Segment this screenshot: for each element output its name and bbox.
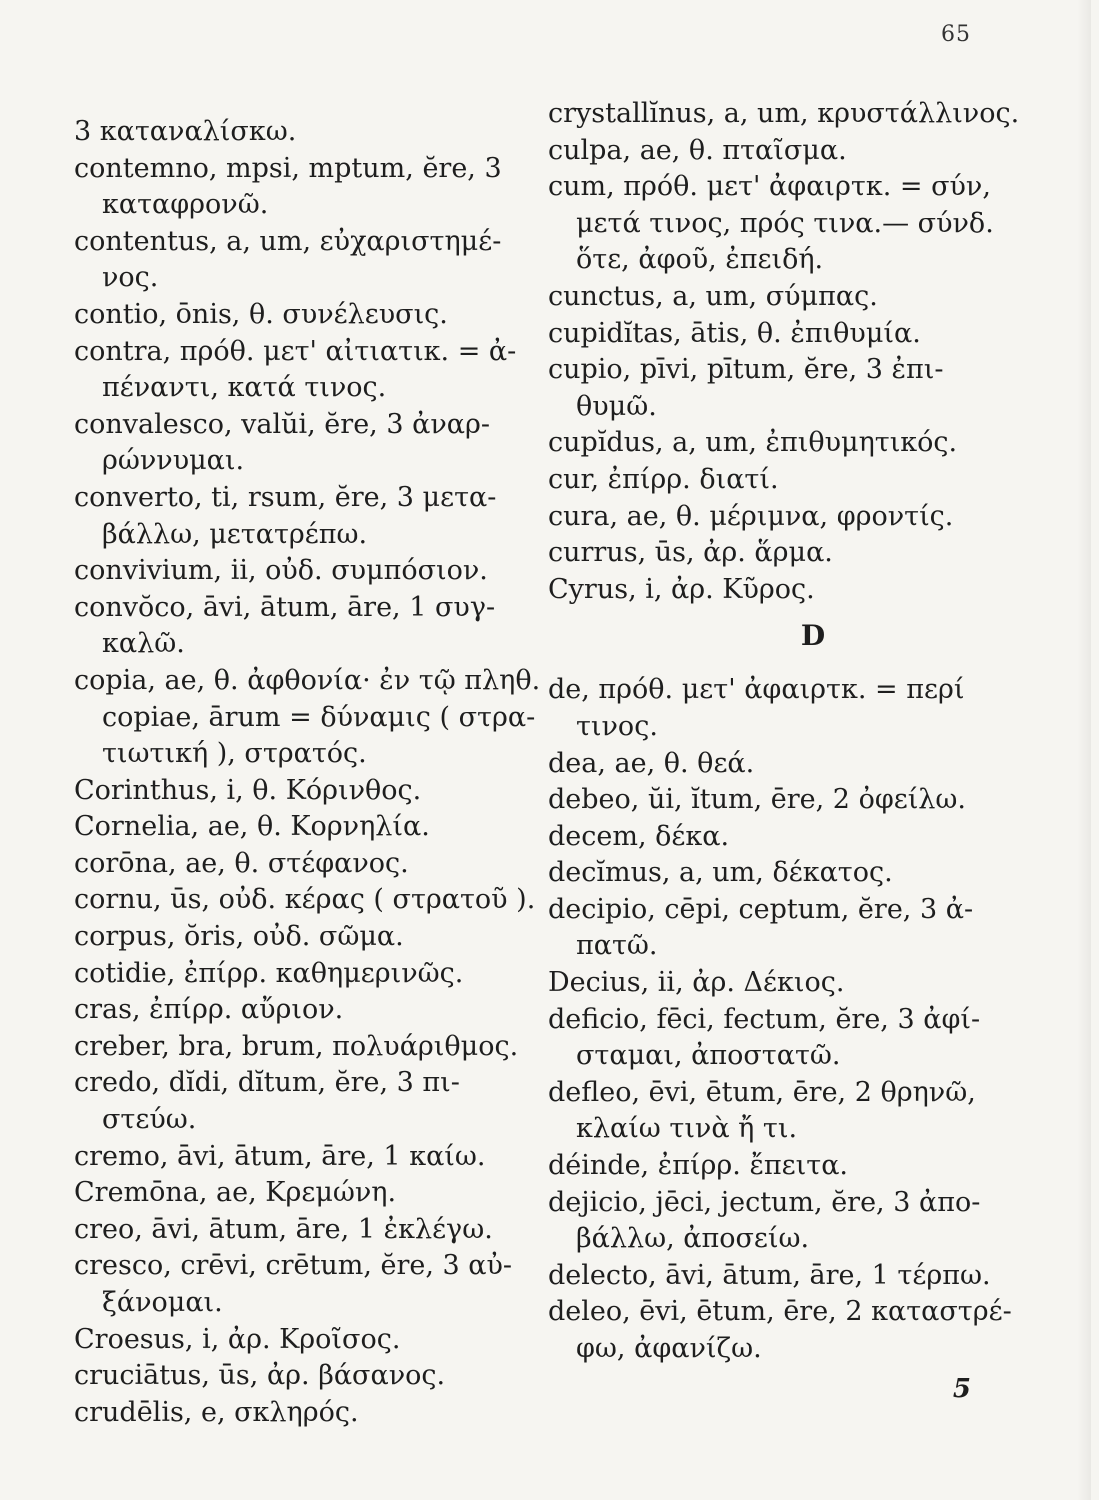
dictionary-entry: Cornelia, ae, θ. Κορνηλία. (74, 811, 430, 843)
dictionary-entry: cotidie, ἐπίρρ. καθημερινῶς. (74, 957, 464, 989)
dictionary-entry: currus, ūs, ἀρ. ἅρμα. (548, 537, 833, 569)
dictionary-entry: creo, āvi, ātum, āre, 1 ἐκλέγω. (74, 1213, 493, 1245)
entry-continuation: βάλλω, ἀποσείω. (576, 1223, 810, 1255)
dictionary-entry: crudēlis, e, σκληρός. (74, 1396, 359, 1428)
dictionary-entry: convŏco, āvi, ātum, āre, 1 συγ- (74, 591, 496, 623)
right-column (548, 96, 1018, 1368)
dictionary-entry: converto, ti, rsum, ĕre, 3 μετα- (74, 481, 497, 513)
page-edge-shadow (1077, 0, 1091, 1500)
dictionary-entry: cupidĭtas, ātis, θ. ἐπιθυμία. (548, 317, 921, 349)
dictionary-entry: deficio, fēci, fectum, ĕre, 3 ἀφί- (548, 1003, 981, 1035)
dictionary-entry: decĭmus, a, um, δέκατος. (548, 857, 893, 889)
dictionary-entry: credo, dĭdi, dĭtum, ĕre, 3 πι- (74, 1067, 460, 1099)
dictionary-entry: contentus, a, um, εὐχαριστημέ- (74, 225, 502, 257)
dictionary-entry: cur, ἐπίρρ. διατί. (548, 463, 779, 495)
dictionary-entry: de, πρόθ. μετ' ἀφαιρτκ. = περί (548, 674, 965, 706)
entry-continuation: θυμῶ. (576, 390, 657, 422)
dictionary-entry: Decius, ii, ἀρ. Δέκιος. (548, 967, 845, 999)
entry-continuation: καλῶ. (102, 628, 185, 660)
dictionary-entry: convivium, ii, οὐδ. συμπόσιον. (74, 555, 488, 587)
right-column-top-entries (548, 96, 1018, 608)
entry-continuation: βάλλω, μετατρέπω. (102, 518, 368, 550)
dictionary-entry: deleo, ēvi, ētum, ēre, 2 καταστρέ- (548, 1296, 1012, 1328)
entry-continuation: κλαίω τινὰ ἤ τι. (576, 1113, 798, 1145)
dictionary-entry: debeo, ŭi, ĭtum, ēre, 2 ὀφείλω. (548, 784, 967, 816)
dictionary-entry: corpus, ŏris, οὐδ. σῶμα. (74, 921, 404, 953)
entry-continuation: φω, ἀφανίζω. (576, 1333, 762, 1364)
dictionary-entry: cremo, āvi, ātum, āre, 1 καίω. (74, 1140, 486, 1172)
entry-continuation: ὅτε, ἀφοῦ, ἐπειδή. (576, 244, 824, 276)
section-heading: D (800, 619, 826, 653)
dictionary-entry: crystallĭnus, a, um, κρυστάλλινος. (548, 98, 1020, 129)
entry-continuation: ρώννυμαι. (102, 445, 245, 477)
dictionary-entry: defleo, ēvi, ētum, ēre, 2 θρηνῶ, (548, 1076, 976, 1108)
entry-continuation: copiae, ārum = δύναμις ( στρα- (102, 701, 536, 733)
dictionary-entry: cura, ae, θ. μέριμνα, φροντίς. (548, 500, 954, 532)
dictionary-entry: convalesco, valŭi, ĕre, 3 ἀναρ- (74, 408, 490, 440)
left-column (74, 114, 541, 1431)
dictionary-entry: contio, ōnis, θ. συνέλευσις. (74, 298, 448, 330)
dictionary-entry: cornu, ūs, οὐδ. κέρας ( στρατοῦ ). (74, 884, 536, 916)
dictionary-entry: cupio, pīvi, pītum, ĕre, 3 ἐπι- (548, 354, 944, 386)
entry-continuation: στεύω. (102, 1104, 197, 1136)
entry-continuation: ξάνομαι. (102, 1287, 223, 1318)
dictionary-entry: Cremōna, ae, Κρεμώνη. (74, 1177, 397, 1209)
entry-continuation: καταφρονῶ. (102, 189, 269, 221)
dictionary-entry: 3 καταναλίσκω. (74, 116, 297, 147)
page-number: 65 (941, 22, 971, 47)
dictionary-entry: contra, πρόθ. μετ' αἰτιατικ. = ἀ- (74, 335, 517, 367)
dictionary-entry: déinde, ἐπίρρ. ἔπειτα. (548, 1150, 849, 1182)
dictionary-entry: cruciātus, ūs, ἀρ. βάσανος. (74, 1360, 446, 1392)
dictionary-entry: cupĭdus, a, um, ἐπιθυμητικός. (548, 427, 958, 459)
dictionary-entry: cunctus, a, um, σύμπας. (548, 280, 878, 312)
entry-continuation: πατῶ. (576, 930, 658, 962)
dictionary-entry: Croesus, i, ἀρ. Κροῖσος. (74, 1323, 401, 1355)
entry-continuation: τιωτική ), στρατός. (102, 738, 367, 770)
dictionary-entry: Corinthus, i, θ. Κόρινθος. (74, 774, 422, 806)
dictionary-entry: copia, ae, θ. ἀφθονία· ἐν τῷ πληθ. (74, 664, 541, 696)
dictionary-entry: cresco, crēvi, crētum, ĕre, 3 αὐ- (74, 1250, 513, 1282)
entry-continuation: μετά τινος, πρός τινα.— σύνδ. (576, 207, 994, 239)
dictionary-entry: dea, ae, θ. θεά. (548, 747, 755, 779)
dictionary-entry: dejicio, jēci, jectum, ĕre, 3 ἀπο- (548, 1186, 981, 1218)
signature-mark: 5 (952, 1374, 971, 1404)
dictionary-entry: cras, ἐπίρρ. αὔριον. (74, 994, 344, 1026)
entry-continuation: τινος. (576, 710, 658, 742)
dictionary-entry: culpa, ae, θ. πταῖσμα. (548, 134, 847, 166)
entry-continuation: πέναντι, κατά τινος. (102, 372, 387, 404)
dictionary-entry: decem, δέκα. (548, 820, 730, 852)
dictionary-entry: creber, bra, brum, πολυάριθμος. (74, 1030, 519, 1062)
dictionary-entry: cum, πρόθ. μετ' ἀφαιρτκ. = σύν, (548, 171, 991, 203)
dictionary-entry: corōna, ae, θ. στέφανος. (74, 847, 409, 879)
entry-continuation: σταμαι, ἀποστατῶ. (576, 1040, 841, 1072)
dictionary-entry: delecto, āvi, ātum, āre, 1 τέρπω. (548, 1259, 991, 1291)
entry-continuation: νος. (102, 262, 159, 294)
dictionary-entry: decipio, cēpi, ceptum, ĕre, 3 ἀ- (548, 893, 974, 925)
dictionary-entry: Cyrus, i, ἀρ. Κῦρος. (548, 573, 815, 605)
dictionary-entry: contemno, mpsi, mptum, ĕre, 3 (74, 152, 502, 184)
right-column-bottom-entries (548, 672, 1018, 1367)
